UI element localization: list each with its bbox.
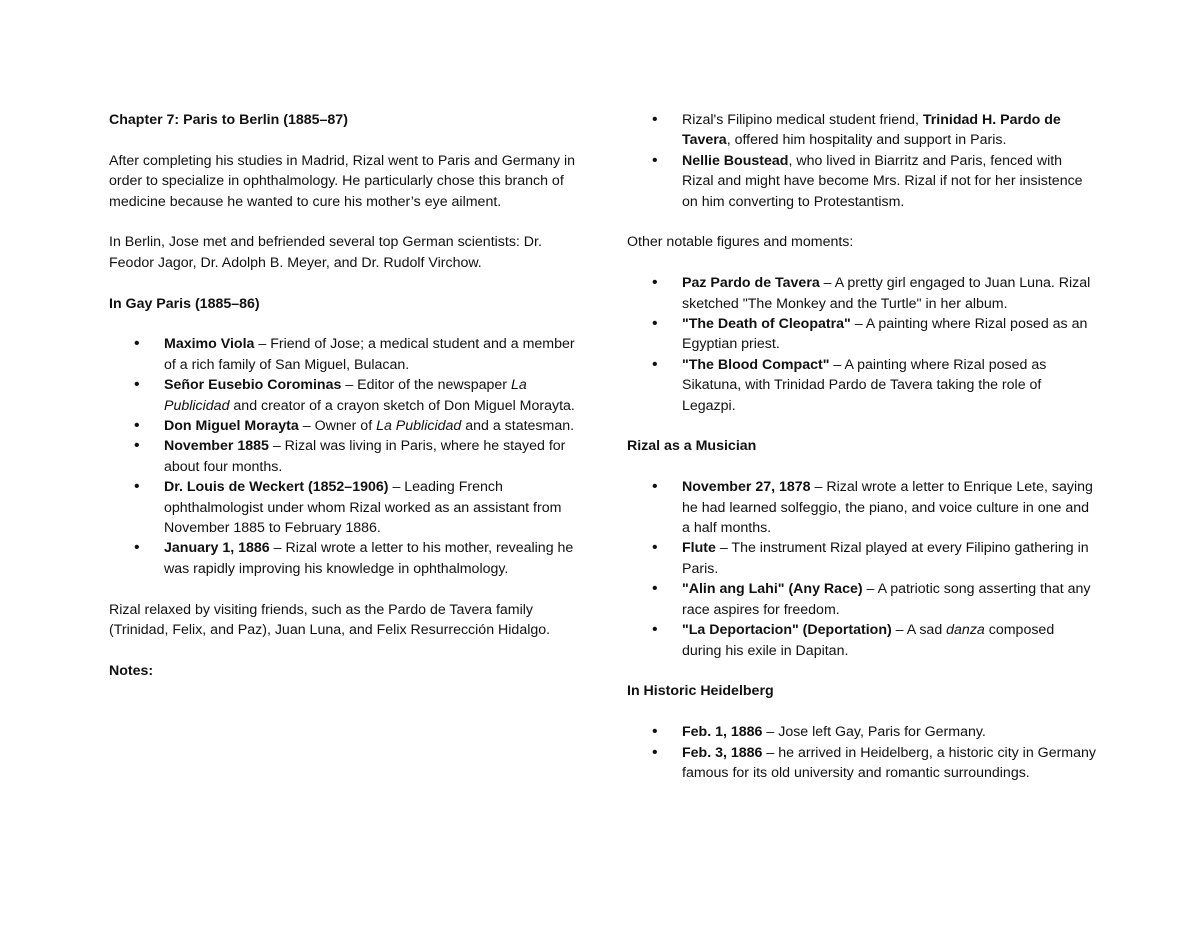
list-item: • Rizal's Filipino medical student friend, Trinidad H. Pardo de Tavera, offered him hospitality and support in Paris. xyxy=(627,110,1097,151)
list-item: • Maximo Viola – Friend of Jose; a medical student and a member of a rich family of San Miguel, Bulacan. xyxy=(109,334,581,375)
list-item: • Feb. 3, 1886 – he arrived in Heidelberg, a historic city in Germany famous for its old university and romantic surroundings. xyxy=(627,743,1097,784)
gay-paris-list xyxy=(109,334,581,579)
list-item: • Feb. 1, 1886 – Jose left Gay, Paris for Germany. xyxy=(627,722,1097,742)
list-item: • January 1, 1886 – Rizal wrote a letter to his mother, revealing he was rapidly improving his knowledge in ophthalmology. xyxy=(109,538,581,579)
berlin-paragraph: In Berlin, Jose met and befriended several top German scientists: Dr. Feodor Jagor, Dr. Adolph B. Meyer, and Dr. Rudolf Virchow. xyxy=(109,234,542,271)
list-item: • Señor Eusebio Corominas – Editor of the newspaper La Publicidad and creator of a crayon sketch of Don Miguel Morayta. xyxy=(109,375,581,416)
musician-list xyxy=(627,477,1097,661)
list-item: • November 27, 1878 – Rizal wrote a letter to Enrique Lete, saying he had learned solfeggio, the piano, and voice culture in one and a half months. xyxy=(627,477,1097,538)
list-item: • Flute – The instrument Rizal played at every Filipino gathering in Paris. xyxy=(627,538,1097,579)
gay-paris-heading: In Gay Paris (1885–86) xyxy=(109,295,260,312)
chapter-title: Chapter 7: Paris to Berlin (1885–87) xyxy=(109,112,348,128)
list-item: • Paz Pardo de Tavera – A pretty girl engaged to Juan Luna. Rizal sketched "The Monkey and the Turtle" in her album. xyxy=(627,273,1097,314)
other-list xyxy=(627,273,1097,416)
intro-paragraph: After completing his studies in Madrid, Rizal went to Paris and Germany in order to specialize in ophthalmology. He particularly chose this branch of medicine because he wanted to cure his mother’s eye ailment. xyxy=(109,152,576,210)
notes-label: Notes: xyxy=(109,662,154,679)
heidelberg-heading: In Historic Heidelberg xyxy=(627,683,774,700)
other-heading: Other notable figures and moments: xyxy=(627,234,854,251)
right-column xyxy=(627,110,1097,783)
list-item: • "The Death of Cleopatra" – A painting where Rizal posed as an Egyptian priest. xyxy=(627,314,1097,355)
left-column xyxy=(109,110,581,681)
list-item: • Nellie Boustead, who lived in Biarritz and Paris, fenced with Rizal and might have become Mrs. Rizal if not for her insistence on him converting to Protestantism. xyxy=(627,151,1097,212)
list-item: • "Alin ang Lahi" (Any Race) – A patriotic song asserting that any race aspires for freedom. xyxy=(627,579,1097,620)
friends-list xyxy=(627,110,1097,212)
list-item: • November 1885 – Rizal was living in Paris, where he stayed for about four months. xyxy=(109,436,581,477)
list-item: • "La Deportacion" (Deportation) – A sad danza composed during his exile in Dapitan. xyxy=(627,620,1097,661)
list-item: • Don Miguel Morayta – Owner of La Publicidad and a statesman. xyxy=(109,416,581,436)
list-item: • Dr. Louis de Weckert (1852–1906) – Leading French ophthalmologist under whom Rizal worked as an assistant from November 1885 to February 1886. xyxy=(109,477,581,538)
list-item: • "The Blood Compact" – A painting where Rizal posed as Sikatuna, with Trinidad Pardo de Tavera taking the role of Legazpi. xyxy=(627,355,1097,416)
musician-heading: Rizal as a Musician xyxy=(627,438,757,455)
relaxed-paragraph: Rizal relaxed by visiting friends, such as the Pardo de Tavera family (Trinidad, Felix, and Paz), Juan Luna, and Felix Resurrección Hidalgo. xyxy=(109,601,551,639)
heidelberg-list xyxy=(627,722,1097,783)
